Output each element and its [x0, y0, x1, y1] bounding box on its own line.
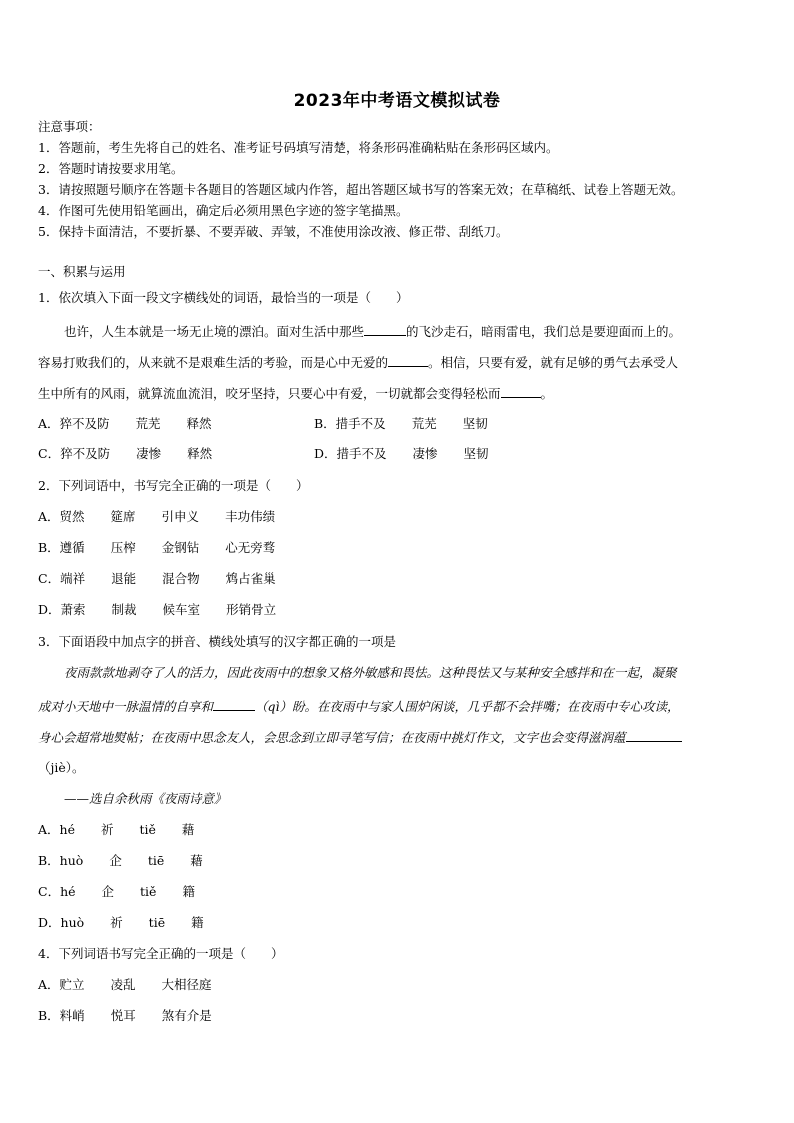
question-3-passage-line-2: 成对小天地中一脉温情的自享和 （qì）盼。在夜雨中与家人围炉闲谈，几乎都不会拌嘴；在夜雨中专心攻读， [38, 699, 680, 714]
question-1-option-b[interactable]: B．措手不及 荒芜 坚韧 [314, 416, 488, 431]
question-1-passage-line-1: 也许，人生本就是一场无止境的漂泊。面对生活中那些 的飞沙走石，暗雨雷电，我们总是要迎面而上的。 [64, 324, 682, 339]
question-1-option-d[interactable]: D．措手不及 凄惨 坚韧 [314, 446, 489, 461]
question-3-source: ——选自余秋雨《夜雨诗意》 [64, 791, 227, 806]
question-4-stem: 4．下列词语书写完全正确的一项是（ ） [38, 946, 284, 961]
question-4-option-a[interactable]: A．贮立 凌乱 大相径庭 [38, 977, 212, 992]
answer-blank[interactable] [626, 730, 682, 742]
notice-item-5: 5．保持卡面清洁，不要折暴、不要弄破、弄皱，不准使用涂改液、修正带、刮纸刀。 [38, 224, 509, 239]
question-3-passage-line-1: 夜雨款款地剥夺了人的活力，因此夜雨中的想象又格外敏感和畏怯。这种畏怯又与某种安全感拌和在一起，凝聚 [64, 665, 677, 680]
question-3-option-d[interactable]: D．huò 祈 tiē 籍 [38, 915, 204, 930]
notice-heading: 注意事项： [38, 119, 101, 134]
question-2-option-c[interactable]: C．端祥 退能 混合物 鸩占雀巢 [38, 571, 276, 586]
section-heading: 一、积累与运用 [38, 264, 126, 279]
question-3-option-a[interactable]: A．hé 祈 tiě 藉 [38, 822, 195, 837]
question-1-option-a[interactable]: A．猝不及防 荒芜 释然 [38, 416, 212, 431]
question-3-option-b[interactable]: B．huò 企 tiē 藉 [38, 853, 203, 868]
question-3-passage-line-4: （jiè）。 [38, 760, 85, 775]
page-title: 2023年中考语文模拟试卷 [293, 91, 501, 111]
notice-item-3: 3．请按照题号顺序在答题卡各题目的答题区域内作答，超出答题区域书写的答案无效；在草稿纸、试卷上答题无效。 [38, 182, 684, 197]
question-3-option-c[interactable]: C．hé 企 tiě 籍 [38, 884, 195, 899]
question-1-stem: 1．依次填入下面一段文字横线处的词语，最恰当的一项是（ ） [38, 290, 409, 305]
question-1-passage-line-2: 容易打败我们的，从来就不是艰难生活的考验，而是心中无爱的 。相信，只要有爱，就有足够的勇气去承受人 [38, 355, 679, 370]
question-4-option-b[interactable]: B．料峭 悦耳 煞有介是 [38, 1008, 212, 1023]
notice-item-4: 4．作图可先使用铅笔画出，确定后必须用黑色字迹的签字笔描黑。 [38, 203, 409, 218]
question-2-option-b[interactable]: B．遵循 压榨 金钢钻 心无旁骛 [38, 540, 276, 555]
question-1-passage-line-3: 生中所有的风雨，就算流血流泪，咬牙坚持，只要心中有爱，一切就都会变得轻松而 。 [38, 386, 554, 401]
notice-item-1: 1．答题前，考生先将自己的姓名、准考证号码填写清楚，将条形码准确粘贴在条形码区域内。 [38, 140, 559, 155]
answer-blank[interactable] [501, 386, 541, 398]
answer-blank[interactable] [388, 355, 428, 367]
question-2-stem: 2．下列词语中，书写完全正确的一项是（ ） [38, 478, 309, 493]
question-2-option-a[interactable]: A．贸然 筵席 引申义 丰功伟绩 [38, 509, 276, 524]
question-1-option-c[interactable]: C．猝不及防 凄惨 释然 [38, 446, 213, 461]
question-3-stem: 3．下面语段中加点字的拼音、横线处填写的汉字都正确的一项是 [38, 634, 396, 649]
question-3-passage-line-3: 身心会超常地熨帖；在夜雨中思念友人，会思念到立即寻笔写信；在夜雨中挑灯作文，文字也会变得滋润蕴 [38, 730, 758, 745]
answer-blank[interactable] [213, 699, 255, 711]
answer-blank[interactable] [364, 324, 406, 336]
question-2-option-d[interactable]: D．萧索 制裁 候车室 形销骨立 [38, 602, 277, 617]
notice-item-2: 2．答题时请按要求用笔。 [38, 161, 184, 176]
